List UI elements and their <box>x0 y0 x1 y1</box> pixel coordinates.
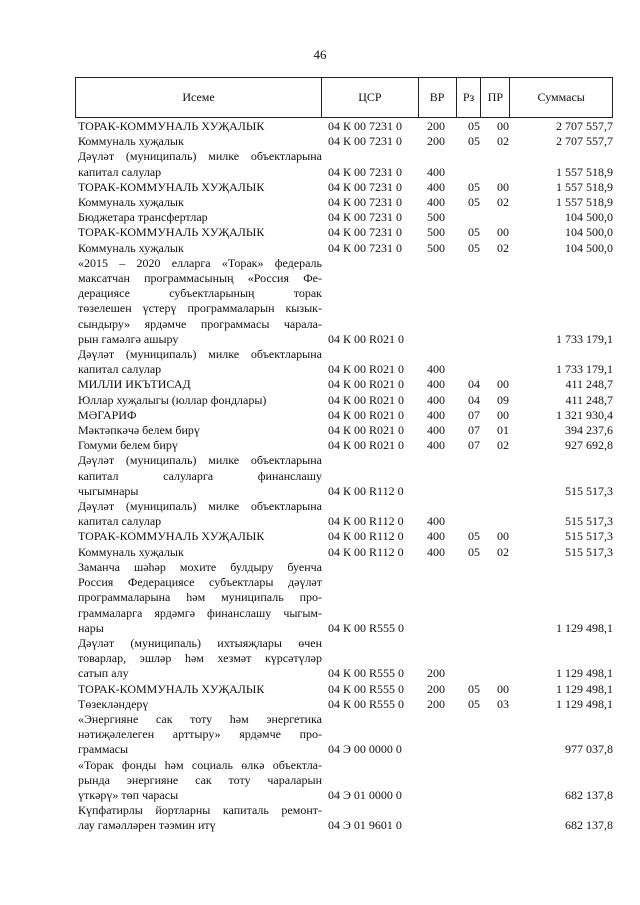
row-csr: 04 К 00 7231 0 <box>328 195 403 210</box>
row-name <box>78 438 322 453</box>
row-name-line: үткәрү» төп чарасы <box>78 787 179 802</box>
row-name-line: Коммуналь хуҗалык <box>78 195 184 210</box>
row-rz: 05 <box>468 544 480 559</box>
row-csr: 04 К 00 7231 0 <box>328 240 403 255</box>
row-rz: 05 <box>468 696 480 711</box>
row-pr: 02 <box>497 240 509 255</box>
table-row <box>78 149 613 179</box>
row-sum: 2 707 557,7 <box>556 119 613 133</box>
row-name <box>78 241 322 256</box>
row-name <box>78 149 322 179</box>
row-vr: 400 <box>427 407 445 422</box>
table-row <box>78 408 613 423</box>
row-name <box>78 712 322 758</box>
row-name-line: «Энергияне сак тоту һәм энергетика <box>78 711 322 726</box>
row-csr: 04 Э 01 9601 0 <box>328 818 402 833</box>
row-vr: 400 <box>427 195 445 210</box>
row-rz: 07 <box>468 423 480 438</box>
table-row <box>78 438 613 453</box>
row-sum: 1 557 518,9 <box>556 195 613 210</box>
row-name <box>78 697 322 712</box>
row-name-line: рында энергияне сак тоту чараларын <box>78 772 322 787</box>
row-pr: 00 <box>497 529 509 544</box>
row-sum: 1 557 518,9 <box>556 179 613 194</box>
row-csr: 04 К 00 R021 0 <box>328 423 405 438</box>
row-sum: 515 517,3 <box>565 544 613 559</box>
row-name <box>78 636 322 682</box>
row-name-line: граммаларга ярдәмгә финанслашу чыгым- <box>78 605 322 620</box>
row-sum: 515 517,3 <box>565 529 613 544</box>
table-row <box>78 134 613 149</box>
row-name-line: Дәүләт (муниципаль) милке объектларына <box>78 347 322 362</box>
header-csr: ЦСР <box>322 78 419 117</box>
row-rz: 04 <box>468 392 480 407</box>
row-csr: 04 К 00 7231 0 <box>328 210 403 225</box>
row-csr: 04 К 00 R555 0 <box>328 620 405 635</box>
row-rz: 05 <box>468 529 480 544</box>
row-name-line: капитал салулар <box>78 362 162 377</box>
row-csr: 04 К 00 R021 0 <box>328 392 405 407</box>
row-sum: 682 137,8 <box>565 787 613 802</box>
row-vr: 500 <box>427 210 445 225</box>
row-csr: 04 К 00 R555 0 <box>328 666 405 681</box>
row-name-line: Коммуналь хуҗалык <box>78 134 184 149</box>
row-vr: 500 <box>427 225 445 240</box>
row-csr: 04 Э 01 0000 0 <box>328 787 402 802</box>
row-sum: 411 248,7 <box>565 377 613 392</box>
table-row <box>78 560 613 636</box>
row-vr: 400 <box>427 514 445 529</box>
row-sum: 1 733 179,1 <box>556 331 613 346</box>
row-sum: 1 129 498,1 <box>556 620 613 635</box>
row-vr: 400 <box>427 529 445 544</box>
row-name-line: Коммуналь хуҗалык <box>78 544 184 559</box>
row-sum: 927 692,8 <box>565 438 613 453</box>
row-sum: 2 707 557,7 <box>556 134 613 149</box>
row-sum: 515 517,3 <box>565 514 613 529</box>
row-name <box>78 423 322 438</box>
row-vr: 400 <box>427 377 445 392</box>
row-pr: 02 <box>497 438 509 453</box>
row-name <box>78 134 322 149</box>
row-name-line: МӘГАРИФ <box>78 407 137 422</box>
table-row <box>78 347 613 377</box>
row-rz: 05 <box>468 225 480 240</box>
table-row <box>78 210 613 225</box>
row-name-line: нары <box>78 620 104 635</box>
row-sum: 515 517,3 <box>565 483 613 498</box>
row-name-line: Күпфатирлы йортларны капиталь ремонт- <box>78 803 322 818</box>
row-name-line: граммасы <box>78 742 129 757</box>
row-pr: 09 <box>497 392 509 407</box>
row-vr: 200 <box>427 681 445 696</box>
row-pr: 00 <box>497 377 509 392</box>
row-pr: 02 <box>497 195 509 210</box>
row-name <box>78 453 322 499</box>
row-name-line: Дәүләт (муниципаль) милке объектларына <box>78 453 322 468</box>
row-name <box>78 119 322 134</box>
row-name <box>78 529 322 544</box>
row-sum: 394 237,6 <box>565 423 613 438</box>
row-sum: 977 037,8 <box>565 742 613 757</box>
row-name-line: дерациясе субъектларының торак <box>78 286 322 301</box>
row-csr: 04 К 00 R021 0 <box>328 377 405 392</box>
page-number: 46 <box>313 47 327 62</box>
row-sum: 1 129 498,1 <box>556 681 613 696</box>
table-row <box>78 697 613 712</box>
row-pr: 00 <box>497 681 509 696</box>
row-name-line: Дәүләт (муниципаль) ихтыяҗлары өчен <box>78 635 322 650</box>
row-rz: 05 <box>468 179 480 194</box>
table-row <box>78 499 613 529</box>
row-name-line: товарлар, эшләр һәм хезмәт күрсәтүләр <box>78 651 322 666</box>
row-name <box>78 210 322 225</box>
row-name-line: капитал салулар <box>78 164 162 179</box>
row-pr: 02 <box>497 134 509 149</box>
row-csr: 04 Э 00 0000 0 <box>328 742 402 757</box>
row-name-line: Юллар хуҗалыгы (юллар фондлары) <box>78 392 267 407</box>
row-sum: 682 137,8 <box>565 818 613 833</box>
row-vr: 400 <box>427 164 445 179</box>
row-csr: 04 К 00 R555 0 <box>328 681 405 696</box>
row-sum: 104 500,0 <box>565 210 613 225</box>
row-csr: 04 К 00 R021 0 <box>328 331 405 346</box>
row-rz: 05 <box>468 195 480 210</box>
row-sum: 1 733 179,1 <box>556 362 613 377</box>
row-vr: 400 <box>427 392 445 407</box>
row-vr: 500 <box>427 240 445 255</box>
row-name-line: Россия Федерациясе субъектлары дәүләт <box>78 575 322 590</box>
row-pr: 03 <box>497 696 509 711</box>
row-name <box>78 682 322 697</box>
row-pr: 00 <box>497 179 509 194</box>
row-name-line: Мәктәпкәчә белем бирү <box>78 423 200 438</box>
table-row <box>78 682 613 697</box>
row-pr: 01 <box>497 423 509 438</box>
row-name-line: Заманча шәһәр мохите булдыру буенча <box>78 559 322 574</box>
table-row <box>78 393 613 408</box>
row-rz: 07 <box>468 407 480 422</box>
row-name-line: лау гамәлләрен тәэмин итү <box>78 818 216 833</box>
row-vr: 200 <box>427 119 445 133</box>
row-name <box>78 225 322 240</box>
row-csr: 04 К 00 R112 0 <box>328 544 404 559</box>
row-csr: 04 К 00 R112 0 <box>328 514 404 529</box>
row-name-line: ТОРАК-КОММУНАЛЬ ХУҖАЛЫК <box>78 681 265 696</box>
row-name-line: сындыру» ярдәмче программасы чарала- <box>78 316 322 331</box>
row-vr: 400 <box>427 438 445 453</box>
row-name <box>78 347 322 377</box>
row-name-line: Бюджетара трансфертлар <box>78 210 208 225</box>
row-name-line: Коммуналь хуҗалык <box>78 240 184 255</box>
row-name-line: «Торак фонды һәм социаль өлкә объектла- <box>78 757 322 772</box>
table-row <box>78 377 613 392</box>
row-name-line: «2015 – 2020 елларга «Торак» федераль <box>78 255 322 270</box>
row-csr: 04 К 00 R021 0 <box>328 362 405 377</box>
table-row <box>78 803 613 833</box>
row-rz: 05 <box>468 119 480 133</box>
row-sum: 1 321 930,4 <box>556 407 613 422</box>
row-csr: 04 К 00 7231 0 <box>328 179 403 194</box>
row-name <box>78 180 322 195</box>
row-name-line: Дәүләт (муниципаль) милке объектларына <box>78 499 322 514</box>
row-name <box>78 758 322 804</box>
table-row <box>78 256 613 347</box>
table-row <box>78 225 613 240</box>
row-rz: 05 <box>468 134 480 149</box>
row-vr: 400 <box>427 179 445 194</box>
row-pr: 00 <box>497 119 509 133</box>
row-rz: 05 <box>468 681 480 696</box>
row-name <box>78 560 322 636</box>
table-row <box>78 195 613 210</box>
row-vr: 400 <box>427 362 445 377</box>
row-csr: 04 К 00 7231 0 <box>328 225 403 240</box>
header-vr: ВР <box>419 78 457 117</box>
row-vr: 200 <box>427 134 445 149</box>
table-row <box>78 529 613 544</box>
table-row <box>78 712 613 758</box>
row-name <box>78 195 322 210</box>
header-pr: ПР <box>481 78 510 117</box>
row-name-line: Дәүләт (муниципаль) милке объектларына <box>78 149 322 164</box>
row-name-line: Төзекләндерү <box>78 696 149 711</box>
row-name-line: Гомуми белем бирү <box>78 438 178 453</box>
row-vr: 400 <box>427 423 445 438</box>
row-csr: 04 К 00 R021 0 <box>328 407 405 422</box>
row-name-line: капитал салуларга финанслашу <box>78 468 322 483</box>
table-row <box>78 423 613 438</box>
row-sum: 1 129 498,1 <box>556 696 613 711</box>
row-csr: 04 К 00 7231 0 <box>328 134 403 149</box>
row-name <box>78 256 322 347</box>
row-name-line: программаларына һәм муниципаль про- <box>78 590 322 605</box>
row-name-line: ТОРАК-КОММУНАЛЬ ХУҖАЛЫК <box>78 119 265 133</box>
header-name: Исеме <box>76 78 322 117</box>
row-sum: 411 248,7 <box>565 392 613 407</box>
row-sum: 1 557 518,9 <box>556 164 613 179</box>
row-sum: 104 500,0 <box>565 225 613 240</box>
row-name-line: ТОРАК-КОММУНАЛЬ ХУҖАЛЫК <box>78 529 265 544</box>
row-name-line: төзелешен үстерү программаларын кызык- <box>78 301 322 316</box>
row-csr: 04 К 00 7231 0 <box>328 119 403 133</box>
table-row <box>78 636 613 682</box>
row-name <box>78 408 322 423</box>
table-row <box>78 545 613 560</box>
row-name <box>78 803 322 833</box>
row-rz: 07 <box>468 438 480 453</box>
row-pr: 02 <box>497 544 509 559</box>
row-vr: 200 <box>427 666 445 681</box>
row-name <box>78 545 322 560</box>
row-pr: 00 <box>497 407 509 422</box>
table-row <box>78 241 613 256</box>
row-csr: 04 К 00 R112 0 <box>328 483 404 498</box>
row-csr: 04 К 00 R021 0 <box>328 438 405 453</box>
row-vr: 400 <box>427 544 445 559</box>
table-row <box>78 119 613 134</box>
row-vr: 200 <box>427 696 445 711</box>
row-sum: 1 129 498,1 <box>556 666 613 681</box>
row-name <box>78 377 322 392</box>
table-row <box>78 758 613 804</box>
table-row <box>78 180 613 195</box>
row-name-line: чыгымнары <box>78 483 139 498</box>
row-name-line: нәтиҗәлелеген арттыру» ярдәмче про- <box>78 727 322 742</box>
row-rz: 04 <box>468 377 480 392</box>
table-header <box>75 77 613 118</box>
header-sum: Суммасы <box>537 90 585 104</box>
row-name-line: ТОРАК-КОММУНАЛЬ ХУҖАЛЫК <box>78 179 265 194</box>
row-name <box>78 393 322 408</box>
row-csr: 04 К 00 R112 0 <box>328 529 404 544</box>
row-name <box>78 499 322 529</box>
row-csr: 04 К 00 7231 0 <box>328 164 403 179</box>
row-name-line: МИЛЛИ ИКЪТИСАД <box>78 377 191 392</box>
row-csr: 04 К 00 R555 0 <box>328 696 405 711</box>
row-name-line: ТОРАК-КОММУНАЛЬ ХУҖАЛЫК <box>78 225 265 240</box>
row-name-line: рын гамәлгә ашыру <box>78 331 179 346</box>
table-row <box>78 453 613 499</box>
row-name-line: максатчан программасының «Россия Фе- <box>78 271 322 286</box>
row-sum: 104 500,0 <box>565 240 613 255</box>
table-body <box>78 119 613 834</box>
row-name-line: сатып алу <box>78 666 129 681</box>
row-pr: 00 <box>497 225 509 240</box>
row-rz: 05 <box>468 240 480 255</box>
row-name-line: капитал салулар <box>78 514 162 529</box>
header-rz: Рз <box>457 78 482 117</box>
